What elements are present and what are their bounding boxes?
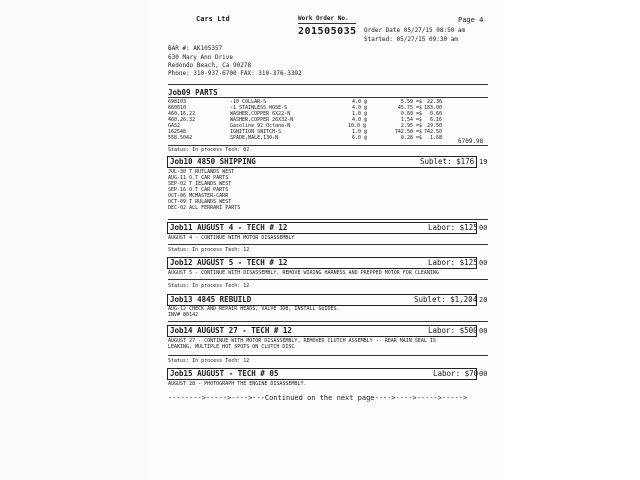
order-date: Order Date 05/27/15 08:50 am <box>364 27 466 34</box>
bar-number: BAR #: AK105357 <box>168 45 223 52</box>
job09-row-7-total: 1.68 <box>429 135 442 141</box>
job09-total: 6709.98 <box>458 138 484 145</box>
job14-description-1: AUGUST 27 - CONTINUE WITH MOTOR DISASSEMBLY, REMOVED CLUTCH ASSEMBLY -- REAR MAIN SEAL IS <box>168 338 436 344</box>
job09-row-1-qty: 4.0 @ <box>352 99 368 105</box>
job09-row-1-price: 5.59 =$ <box>400 99 422 105</box>
job09-row-7-desc: SPADE,MALE,130-N <box>230 135 279 141</box>
job10-line-2: AUG-11 O.T CAR PARTS <box>168 175 229 181</box>
job14-trailing: 00 <box>479 327 488 335</box>
job09-row-4-price: 1.54 =$ <box>400 117 422 123</box>
job10-line-7: DEC-02 ALL FERRARI PARTS <box>168 205 241 211</box>
job09-row-2-desc: -1 STAINLESS HOSE-S <box>230 105 288 111</box>
job14-top-rule <box>168 321 488 322</box>
job14-status: Status: In process Tech: 12 <box>168 358 250 364</box>
job09-title: Job09 PARTS <box>168 88 218 97</box>
job12-bottom-rule <box>168 279 488 280</box>
job09-row-1-total: 22.36 <box>426 99 442 105</box>
job13-sublet: Sublet: $1,204 <box>414 295 478 304</box>
job09-underline <box>168 97 488 98</box>
job09-row-4-part: 460.26.32 <box>168 117 196 123</box>
page-number: Page 4 <box>458 16 484 24</box>
job11-trailing: 00 <box>479 224 488 232</box>
header-underline <box>298 23 356 24</box>
job10-line-1: JUL-30 T RUTLANDS WEST <box>168 169 235 175</box>
job10-line-6: OCT-09 T RULANDS WEST <box>168 199 232 205</box>
job15-title: Job15 AUGUST - TECH # 05 <box>170 369 279 378</box>
job09-row-1-part: 698103 <box>168 99 187 105</box>
started-date: Started: 05/27/15 09:30 am <box>364 36 458 43</box>
work-order-number: 201505035 <box>298 26 357 37</box>
job09-row-6-part: 162548 <box>168 129 187 135</box>
company-name: Cars Ltd <box>196 15 230 23</box>
job10-sublet: Sublet: $176 <box>420 157 475 166</box>
job13-line-1: AUG-12 CHECK AND REPAIR HEADS, VALVE JOB, INSTALL GUIDES. <box>168 306 340 312</box>
address-line-1: 630 Mary Ann Drive <box>168 54 234 61</box>
scan-margin <box>0 0 148 480</box>
job09-status: Status: In process Tech: 02 <box>168 147 250 153</box>
job12-trailing: 00 <box>479 259 488 267</box>
job15-description: AUGUST 28 - PHOTOGRAPH THE ENGINE DISASSEMBLY. <box>168 381 307 387</box>
job11-description: AUGUST 4 - CONTINUE WITH MOTOR DISASSEMBLY <box>168 235 295 241</box>
job09-row-4-total: 6.16 <box>429 117 442 123</box>
job14-bottom-rule <box>168 355 488 356</box>
job09-row-5-part: GAS2 <box>168 123 181 129</box>
job09-row-3-part: 460.16.22 <box>168 111 196 117</box>
job09-row-2-price: 45.75 =$ <box>397 105 422 111</box>
job09-row-5-total: 29.50 <box>426 123 442 129</box>
job14-description-2: LEAKING, MULTIPLE HOT SPOTS ON CLUTCH DISC <box>168 344 295 350</box>
job14-labor: Labor: $500 <box>428 326 478 335</box>
job09-row-6-total: 742.50 <box>423 129 442 135</box>
job11-bottom-rule <box>168 244 488 245</box>
job13-trailing: 20 <box>479 296 488 304</box>
job09-bottom-rule <box>168 145 488 146</box>
job10-title: Job10 4850 SHIPPING <box>170 157 256 166</box>
job13-title: Job13 4845 REBUILD <box>170 295 252 304</box>
job09-row-6-price: 742.50 =$ <box>394 129 422 135</box>
job09-row-2-total: 183.00 <box>423 105 442 111</box>
job09-row-3-qty: 1.0 @ <box>352 111 368 117</box>
continued-notice: -------->----->---->---Continued on the next page---->---->----->-----> <box>168 394 468 402</box>
job10-line-3: SEP-02 T IELANDS WEST <box>168 181 232 187</box>
address-line-2: Redondo Beach, Ca 90278 <box>168 62 252 69</box>
job15-trailing: 00 <box>479 370 488 378</box>
job09-row-6-desc: IGNITION SWITCH-S <box>230 129 282 135</box>
job15-labor: Labor: $70 <box>433 369 479 378</box>
job12-status: Status: In process Tech: 12 <box>168 283 250 289</box>
job09-row-5-price: 2.95 =$ <box>400 123 422 129</box>
job10-line-5: OCT-06 MCMASTER-CARR <box>168 193 229 199</box>
job09-row-1-desc: -10 COLLAR-S <box>230 99 267 105</box>
job11-status: Status: In process Tech: 12 <box>168 247 250 253</box>
job09-row-3-price: 0.60 =$ <box>400 111 422 117</box>
job10-trailing: 19 <box>479 158 488 166</box>
job09-row-3-total: 0.60 <box>429 111 442 117</box>
job09-row-7-price: 0.28 =$ <box>400 135 422 141</box>
job12-description: AUGUST 5 - CONTINUE WITH DISASSEMBLY, REMOVE WIRING HARNESS AND PREPPED MOTOR FOR CLEANING <box>168 270 439 276</box>
job09-row-6-qty: 1.0 @ <box>352 129 368 135</box>
job13-line-2: INV# 80142 <box>168 312 199 318</box>
job12-labor: Labor: $125 <box>428 258 478 267</box>
work-order-label: Work Order No. <box>298 15 349 22</box>
job11-title: Job11 AUGUST 4 - TECH # 12 <box>170 223 288 232</box>
job11-top-rule <box>168 219 488 220</box>
job12-title: Job12 AUGUST 5 - TECH # 12 <box>170 258 288 267</box>
job09-row-7-part: 558.5042 <box>168 135 193 141</box>
job10-line-4: SEP-16 O.T CAR PARTS <box>168 187 229 193</box>
job09-row-2-qty: 4.0 @ <box>352 105 368 111</box>
job09-row-4-desc: WASHER,COPPER 26X32-N <box>230 117 294 123</box>
phone-fax: Phone: 310-937-6700 FAX: 310-376-3392 <box>168 70 302 77</box>
job09-row-5-desc: Gasoline 92 Octane-N <box>230 123 291 129</box>
job09-row-5-qty: 10.0 @ <box>348 123 367 129</box>
job11-labor: Labor: $125 <box>428 223 478 232</box>
job09-row-7-qty: 6.0 @ <box>352 135 368 141</box>
job09-row-3-desc: WASHER,COPPER 6X22-N <box>230 111 291 117</box>
job09-row-2-part: 660010 <box>168 105 187 111</box>
job14-title: Job14 AUGUST 27 - TECH # 12 <box>170 326 292 335</box>
section-divider <box>168 84 488 85</box>
job09-row-4-qty: 4.0 @ <box>352 117 368 123</box>
